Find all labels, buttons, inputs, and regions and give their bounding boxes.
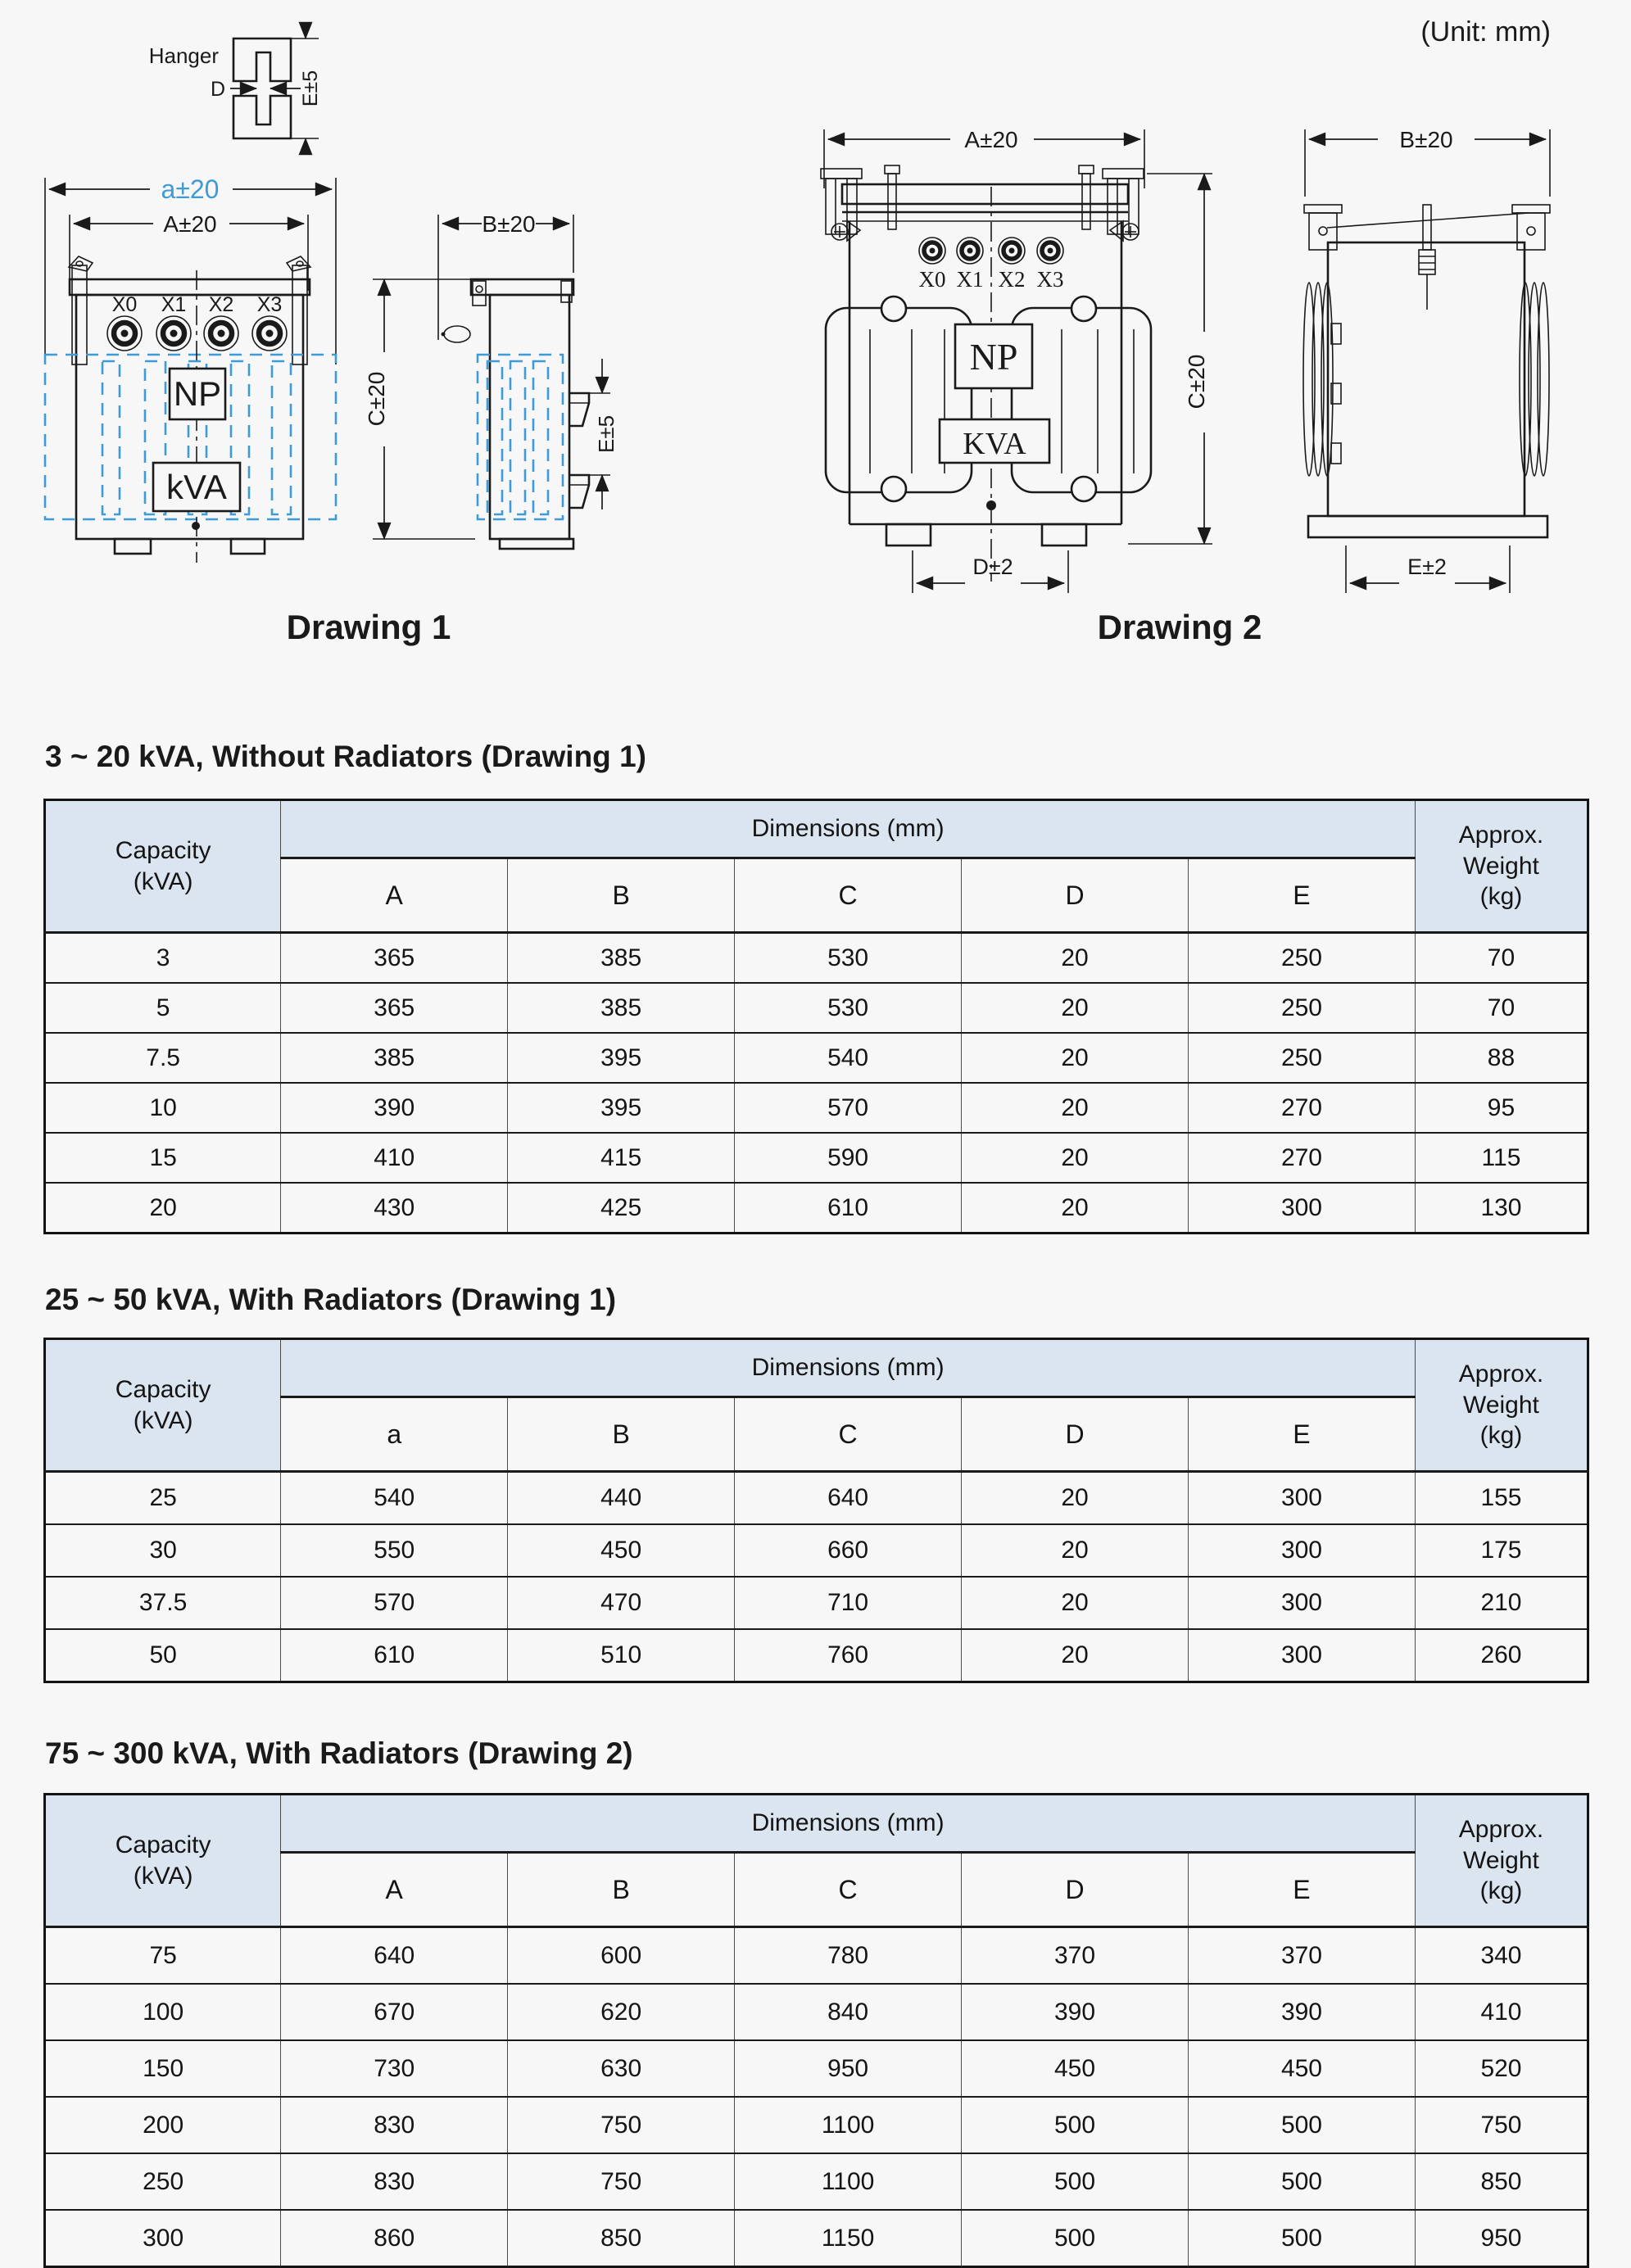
- capacity-header-line1: Capacity: [115, 1831, 211, 1858]
- foot-left: [115, 539, 151, 554]
- cell: 1100: [735, 2153, 962, 2210]
- capacity-header-line2: (kVA): [133, 1406, 193, 1434]
- col-a-small: a: [281, 1397, 508, 1472]
- cell: 850: [1415, 2153, 1588, 2210]
- terminal-label-x3: X3: [1036, 267, 1064, 292]
- col-a: A: [281, 858, 508, 933]
- cell: 70: [1415, 983, 1588, 1033]
- cell: 200: [45, 2097, 281, 2153]
- dim-e5-side-label: E±5: [594, 414, 618, 454]
- kva-label: KVA: [963, 427, 1026, 461]
- table-75-300kva: [43, 1793, 1589, 2268]
- cell: 830: [281, 2153, 508, 2210]
- cell: 20: [962, 1083, 1189, 1133]
- cell: 860: [281, 2210, 508, 2267]
- cell: 210: [1415, 1577, 1588, 1629]
- col-e: E: [1189, 1853, 1416, 1927]
- cell: 570: [281, 1577, 508, 1629]
- dim-e: [1346, 545, 1510, 593]
- side-tank: [1328, 242, 1525, 516]
- cell: 10: [45, 1083, 281, 1133]
- cell: 155: [1415, 1472, 1588, 1525]
- cell: 130: [1415, 1183, 1588, 1234]
- dimensions-header: Dimensions (mm): [281, 1339, 1416, 1397]
- cell: 340: [1415, 1927, 1588, 1985]
- dim-c: [364, 279, 475, 539]
- np-label: NP: [969, 336, 1018, 378]
- cell: 950: [1415, 2210, 1588, 2267]
- cell: 610: [735, 1183, 962, 1234]
- weight-header-line1: Approx.: [1458, 822, 1544, 849]
- hanger-hook-upper: [569, 393, 589, 426]
- dim-b-label: B±20: [1399, 127, 1453, 152]
- cell: 300: [45, 2210, 281, 2267]
- cell: 840: [735, 1984, 962, 2040]
- col-a: A: [281, 1853, 508, 1927]
- cell: 3: [45, 933, 281, 984]
- hanger-upper-piece: [233, 38, 291, 81]
- cell: 395: [508, 1083, 735, 1133]
- col-b: B: [508, 858, 735, 933]
- col-c: C: [735, 858, 962, 933]
- terminal-x2: [204, 316, 238, 351]
- cell: 710: [735, 1577, 962, 1629]
- dim-b-label: B±20: [482, 211, 536, 237]
- cell: 270: [1189, 1083, 1416, 1133]
- cell: 730: [281, 2040, 508, 2097]
- unit-note: (Unit: mm): [1420, 16, 1551, 48]
- cell: 450: [962, 2040, 1189, 2097]
- dim-a-outer-label: a±20: [161, 174, 220, 204]
- terminal-x3: [1037, 238, 1063, 264]
- hanger-hook-lower: [569, 475, 589, 508]
- table-row: [45, 1984, 1588, 2040]
- cell: 7.5: [45, 1033, 281, 1083]
- drain-plug: [986, 500, 996, 510]
- weight-header-line3: (kg): [1479, 883, 1523, 911]
- table-row: [45, 1183, 1588, 1234]
- weight-header-line3: (kg): [1479, 1422, 1523, 1450]
- cell: 610: [281, 1629, 508, 1682]
- terminal-x1: [156, 316, 191, 351]
- cell: 395: [508, 1033, 735, 1083]
- cell: 250: [1189, 933, 1416, 984]
- cell: 20: [962, 1524, 1189, 1577]
- capacity-header: [45, 800, 281, 933]
- cell: 850: [508, 2210, 735, 2267]
- cell: 20: [962, 1629, 1189, 1682]
- drawing-1: [29, 20, 676, 594]
- dim-e5-hanger-label: E±5: [299, 70, 322, 107]
- cell: 540: [281, 1472, 508, 1525]
- capacity-header-line2: (kVA): [133, 1862, 193, 1890]
- weight-header-line2: Weight: [1463, 1391, 1539, 1419]
- col-c: C: [735, 1853, 962, 1927]
- table-row: [45, 1033, 1588, 1083]
- cell: 37.5: [45, 1577, 281, 1629]
- terminal-x2: [999, 238, 1025, 264]
- cell: 500: [962, 2097, 1189, 2153]
- cell: 20: [962, 1183, 1189, 1234]
- cell: 175: [1415, 1524, 1588, 1577]
- cell: 150: [45, 2040, 281, 2097]
- dimensions-header: Dimensions (mm): [281, 1795, 1416, 1853]
- terminal-x1: [957, 238, 983, 264]
- cell: 540: [735, 1033, 962, 1083]
- capacity-header-line2: (kVA): [133, 867, 193, 895]
- cell: 440: [508, 1472, 735, 1525]
- cell: 300: [1189, 1183, 1416, 1234]
- cell: 25: [45, 1472, 281, 1525]
- drawing1-side-view: [438, 211, 618, 549]
- cell: 20: [962, 1133, 1189, 1183]
- terminal-x0: [919, 238, 945, 264]
- col-e: E: [1189, 858, 1416, 933]
- col-c: C: [735, 1397, 962, 1472]
- cell: 410: [1415, 1984, 1588, 2040]
- cell: 260: [1415, 1629, 1588, 1682]
- table-row: [45, 2040, 1588, 2097]
- cell: 250: [1189, 983, 1416, 1033]
- cell: 500: [962, 2210, 1189, 2267]
- side-base: [500, 539, 573, 549]
- cell: 510: [508, 1629, 735, 1682]
- table-row: [45, 1083, 1588, 1133]
- col-d: D: [962, 1397, 1189, 1472]
- cell: 385: [508, 983, 735, 1033]
- weight-header-line3: (kg): [1479, 1877, 1523, 1905]
- cell: 365: [281, 933, 508, 984]
- corner-hanger-right: [287, 256, 310, 364]
- cell: 390: [962, 1984, 1189, 2040]
- cell: 950: [735, 2040, 962, 2097]
- col-e: E: [1189, 1397, 1416, 1472]
- cell: 500: [1189, 2153, 1416, 2210]
- terminal-x0: [107, 316, 142, 351]
- corner-hanger-left: [69, 256, 93, 364]
- table-row: [45, 1472, 1588, 1525]
- cell: 20: [962, 983, 1189, 1033]
- cell: 1100: [735, 2097, 962, 2153]
- cell: 300: [1189, 1524, 1416, 1577]
- cell: 500: [962, 2153, 1189, 2210]
- cell: 50: [45, 1629, 281, 1682]
- cell: 750: [508, 2153, 735, 2210]
- weight-header-line2: Weight: [1463, 852, 1539, 880]
- cell: 600: [508, 1927, 735, 1985]
- cell: 390: [281, 1083, 508, 1133]
- weight-header: [1415, 800, 1588, 933]
- col-d: D: [962, 858, 1189, 933]
- cell: 15: [45, 1133, 281, 1183]
- cell: 450: [1189, 2040, 1416, 2097]
- cell: 640: [735, 1472, 962, 1525]
- rim-bolt-right: [1122, 224, 1139, 240]
- rim-bolt-left: [831, 224, 848, 240]
- cell: 550: [281, 1524, 508, 1577]
- cell: 620: [508, 1984, 735, 2040]
- capacity-header-line1: Capacity: [115, 1376, 211, 1403]
- cell: 425: [508, 1183, 735, 1234]
- cell: 630: [508, 2040, 735, 2097]
- table-row: [45, 1577, 1588, 1629]
- top-plate: [842, 184, 1128, 204]
- drawing1-front-view: [45, 174, 336, 563]
- cell: 760: [735, 1629, 962, 1682]
- dim-c-label: C±20: [364, 371, 389, 427]
- cell: 300: [1189, 1577, 1416, 1629]
- cell: 370: [1189, 1927, 1416, 1985]
- cell: 430: [281, 1183, 508, 1234]
- capacity-header-line1: Capacity: [115, 837, 211, 864]
- section-title-25-50kva: 25 ~ 50 kVA, With Radiators (Drawing 1): [45, 1283, 617, 1316]
- table-row: [45, 1927, 1588, 1985]
- cell: 20: [962, 1033, 1189, 1083]
- cell: 30: [45, 1524, 281, 1577]
- col-b: B: [508, 1397, 735, 1472]
- table-row: [45, 1524, 1588, 1577]
- header-row-1: [45, 1795, 1588, 1853]
- cell: 500: [1189, 2210, 1416, 2267]
- terminal-label-x3: X3: [256, 293, 283, 316]
- cell: 88: [1415, 1033, 1588, 1083]
- cell: 370: [962, 1927, 1189, 1985]
- cell: 385: [508, 933, 735, 984]
- capacity-header: [45, 1795, 281, 1927]
- header-row-1: [45, 800, 1588, 858]
- weight-header-line1: Approx.: [1458, 1360, 1544, 1388]
- cell: 385: [281, 1033, 508, 1083]
- cell: 500: [1189, 2097, 1416, 2153]
- weight-header-line2: Weight: [1463, 1846, 1539, 1874]
- table-row: [45, 1133, 1588, 1183]
- dim-c-label: C±20: [1184, 354, 1209, 410]
- kva-label: kVA: [166, 468, 227, 506]
- cell: 270: [1189, 1133, 1416, 1183]
- drain-plug: [192, 522, 200, 530]
- weight-header-line1: Approx.: [1458, 1816, 1544, 1844]
- terminal-label-x0: X0: [918, 267, 946, 292]
- terminal-x3: [252, 316, 287, 351]
- drawing-2: [803, 90, 1630, 627]
- table-row: [45, 933, 1588, 984]
- side-radiator-fins: [1303, 283, 1549, 476]
- cell: 590: [735, 1133, 962, 1183]
- cell: 450: [508, 1524, 735, 1577]
- cell: 250: [1189, 1033, 1416, 1083]
- header-row-1: [45, 1339, 1588, 1397]
- drawing-2-caption: Drawing 2: [1097, 608, 1262, 646]
- cell: 415: [508, 1133, 735, 1183]
- col-b: B: [508, 1853, 735, 1927]
- cell: 830: [281, 2097, 508, 2153]
- cell: 780: [735, 1927, 962, 1985]
- table-row: [45, 983, 1588, 1033]
- table-row: [45, 1629, 1588, 1682]
- cover-bolt-left: [885, 165, 899, 229]
- cell: 20: [45, 1183, 281, 1234]
- cell: 660: [735, 1524, 962, 1577]
- side-base-plate: [1308, 516, 1547, 537]
- cell: 300: [1189, 1629, 1416, 1682]
- cell: 365: [281, 983, 508, 1033]
- hanger-lower-piece: [233, 96, 291, 138]
- dim-d: [913, 550, 1068, 593]
- weight-header: [1415, 1339, 1588, 1472]
- foot-right: [231, 539, 265, 554]
- drawing2-front-view: [821, 127, 1212, 593]
- section-title-75-300kva: 75 ~ 300 kVA, With Radiators (Drawing 2): [45, 1736, 633, 1770]
- cell: 390: [1189, 1984, 1416, 2040]
- dimensions-header: Dimensions (mm): [281, 800, 1416, 858]
- cell: 530: [735, 933, 962, 984]
- cell: 520: [1415, 2040, 1588, 2097]
- terminal-label-x1: X1: [161, 293, 187, 316]
- cell: 300: [1189, 1472, 1416, 1525]
- drawing-1-caption: Drawing 1: [286, 608, 451, 646]
- cell: 20: [962, 1577, 1189, 1629]
- cell: 250: [45, 2153, 281, 2210]
- cell: 20: [962, 1472, 1189, 1525]
- cell: 20: [962, 933, 1189, 984]
- drawing2-side-view: [1303, 127, 1550, 593]
- foot-right: [1042, 524, 1086, 545]
- cell: 70: [1415, 933, 1588, 984]
- table-row: [45, 2097, 1588, 2153]
- cell: 750: [508, 2097, 735, 2153]
- hanger-detail: [149, 22, 322, 155]
- dim-e-label: E±2: [1407, 555, 1447, 579]
- terminal-label-x2: X2: [998, 267, 1026, 292]
- dim-d-label: D±2: [972, 555, 1013, 579]
- dim-a-label: A±20: [163, 211, 217, 237]
- cell: 410: [281, 1133, 508, 1183]
- weight-header: [1415, 1795, 1588, 1927]
- table-row: [45, 2153, 1588, 2210]
- table-row: [45, 2210, 1588, 2267]
- np-label: NP: [173, 374, 222, 413]
- hanger-label: Hanger: [148, 43, 219, 68]
- cell: 5: [45, 983, 281, 1033]
- lifting-lug: [444, 326, 470, 342]
- cell: 670: [281, 1984, 508, 2040]
- cell: 100: [45, 1984, 281, 2040]
- dim-d-label: D: [210, 78, 225, 101]
- terminal-label-x2: X2: [208, 293, 234, 316]
- dim-a-label: A±20: [964, 127, 1018, 152]
- cell: 115: [1415, 1133, 1588, 1183]
- cell: 75: [45, 1927, 281, 1985]
- cell: 530: [735, 983, 962, 1033]
- terminal-label-x1: X1: [956, 267, 984, 292]
- table-25-50kva: [43, 1338, 1589, 1683]
- table-3-20kva: [43, 799, 1589, 1234]
- terminal-label-x0: X0: [111, 293, 138, 316]
- foot-left: [886, 524, 931, 545]
- cell: 640: [281, 1927, 508, 1985]
- cell: 470: [508, 1577, 735, 1629]
- capacity-header: [45, 1339, 281, 1472]
- cover-bolt-right: [1079, 165, 1094, 229]
- cell: 95: [1415, 1083, 1588, 1133]
- cell: 1150: [735, 2210, 962, 2267]
- cell: 750: [1415, 2097, 1588, 2153]
- col-d: D: [962, 1853, 1189, 1927]
- cell: 570: [735, 1083, 962, 1133]
- section-title-3-20kva: 3 ~ 20 kVA, Without Radiators (Drawing 1): [45, 740, 646, 773]
